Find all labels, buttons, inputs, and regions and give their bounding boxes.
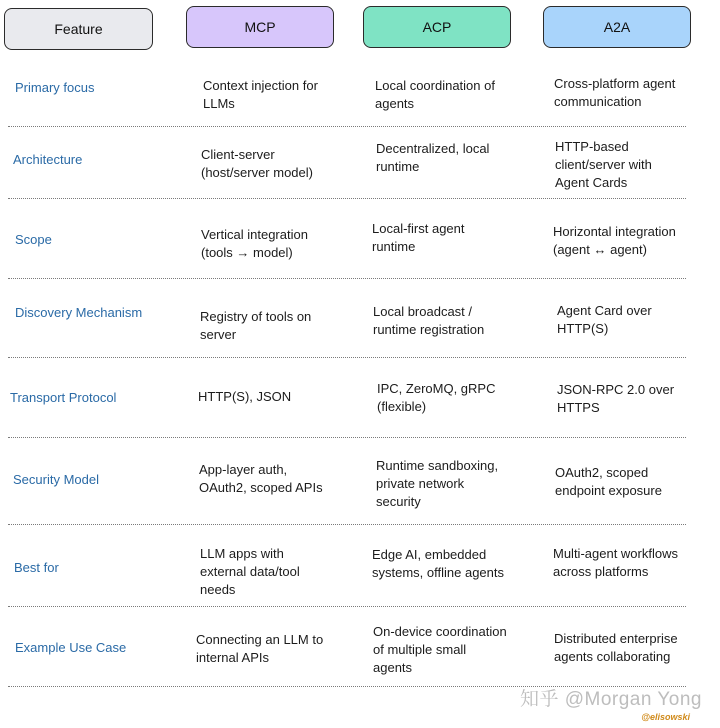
row-primary-focus-acp: Local coordination of agents [375, 78, 495, 111]
row-scope-a2a: Horizontal integration (agent ↔ agent) [553, 224, 676, 257]
header-feature [4, 8, 153, 50]
row-primary-focus-a2a: Cross-platform agent communication [554, 76, 676, 109]
row-transport-acp: IPC, ZeroMQ, gRPC (flexible) [377, 381, 496, 414]
row-discovery-mcp: Registry of tools on server [200, 309, 312, 342]
row-security-acp: Runtime sandboxing, private network security [376, 458, 499, 509]
row-divider [8, 278, 686, 279]
row-discovery-a2a: Agent Card over HTTP(S) [557, 303, 652, 336]
row-architecture-feature: Architecture [13, 152, 83, 167]
row-best-for-mcp: LLM apps with external data/tool needs [200, 546, 300, 597]
signature: @elisowski [641, 712, 690, 722]
row-example-a2a: Distributed enterprise agents collaborating [554, 631, 678, 664]
row-best-for-feature: Best for [14, 560, 59, 575]
header-feature-label: Feature [54, 21, 103, 37]
header-acp [363, 6, 511, 48]
row-divider [8, 198, 686, 199]
row-scope-mcp: Vertical integration (tools → model) [201, 227, 308, 260]
row-security-mcp: App-layer auth, OAuth2, scoped APIs [199, 462, 323, 495]
row-discovery-feature: Discovery Mechanism [15, 305, 143, 320]
row-primary-focus-mcp: Context injection for LLMs [203, 78, 318, 111]
row-security-feature: Security Model [13, 472, 99, 487]
watermark: 知乎 @Morgan Yong [519, 689, 702, 710]
row-security-a2a: OAuth2, scoped endpoint exposure [555, 465, 662, 498]
row-primary-focus-feature: Primary focus [15, 80, 95, 95]
row-transport-feature: Transport Protocol [10, 390, 117, 405]
row-divider [8, 126, 686, 127]
row-discovery-acp: Local broadcast / runtime registration [373, 304, 485, 337]
header-a2a-label: A2A [603, 19, 631, 35]
row-divider [8, 357, 686, 358]
row-example-acp: On-device coordination of multiple small agents [373, 624, 507, 675]
row-architecture-acp: Decentralized, local runtime [376, 141, 490, 174]
row-divider [8, 437, 686, 438]
row-scope-acp: Local-first agent runtime [372, 221, 465, 254]
row-best-for-acp: Edge AI, embedded systems, offline agents [372, 547, 504, 580]
header-acp-label: ACP [422, 19, 452, 35]
header-mcp [186, 6, 334, 48]
header-mcp-label: MCP [244, 19, 276, 35]
row-divider [8, 606, 686, 607]
header-a2a [543, 6, 691, 48]
row-transport-a2a: JSON-RPC 2.0 over HTTPS [557, 382, 675, 415]
row-best-for-a2a: Multi-agent workflows across platforms [553, 546, 678, 579]
row-architecture-mcp: Client-server (host/server model) [201, 147, 313, 180]
row-transport-mcp: HTTP(S), JSON [198, 389, 292, 404]
row-example-mcp: Connecting an LLM to internal APIs [196, 632, 324, 665]
row-scope-feature: Scope [15, 232, 52, 247]
row-divider [8, 524, 686, 525]
row-architecture-a2a: HTTP-based client/server with Agent Cards [555, 139, 652, 190]
row-example-feature: Example Use Case [15, 640, 127, 655]
